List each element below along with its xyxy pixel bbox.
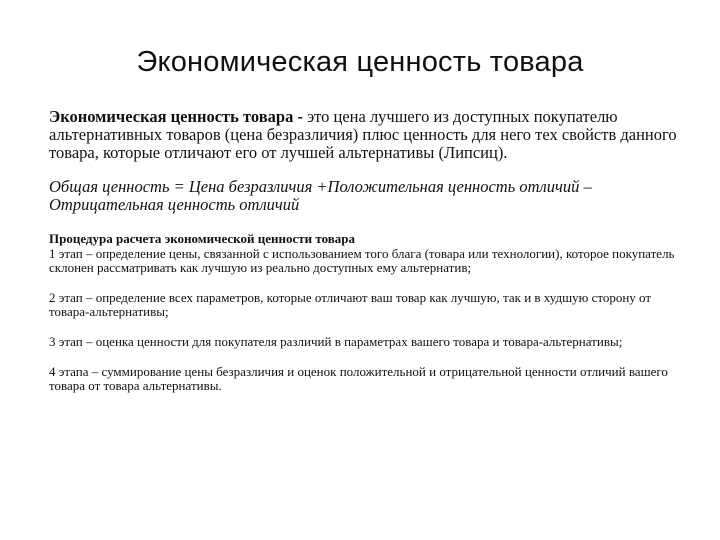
procedure-step-3: 3 этап – оценка ценности для покупателя различий в параметрах вашего товара и товара-альтернативы; (49, 334, 623, 349)
value-formula: Общая ценность = Цена безразличия +Положительная ценность отличий – Отрицательная ценность отличий (49, 177, 592, 214)
slide-title: Экономическая ценность товара (136, 46, 584, 78)
definition-term: Экономическая ценность товара - (49, 107, 303, 126)
definition-text: это цена лучшего из доступных покупателю альтернативных товаров (цена безразличия) плюс ценность для него тех свойств данного товара, которые отличают его от лучшей альтернативы (Липсиц). (49, 107, 677, 162)
definition-paragraph (49, 108, 679, 162)
slide-content (49, 108, 679, 393)
procedure-step-1: 1 этап – определение цены, связанной с использованием того блага (товара или технологии), которое покупатель склонен рассматривать как лучшую из реально доступных ему альтернатив; (49, 246, 675, 275)
procedure-title: Процедура расчета экономической ценности товара (49, 231, 356, 246)
procedure-step-4: 4 этапа – суммирование цены безразличия и оценок положительной и отрицательной ценности отличий вашего товара от товара альтернативы. (49, 364, 668, 393)
procedure-step-2: 2 этап – определение всех параметров, которые отличают ваш товар как лучшую, так и в худшую сторону от товара-альтернативы; (49, 290, 652, 319)
